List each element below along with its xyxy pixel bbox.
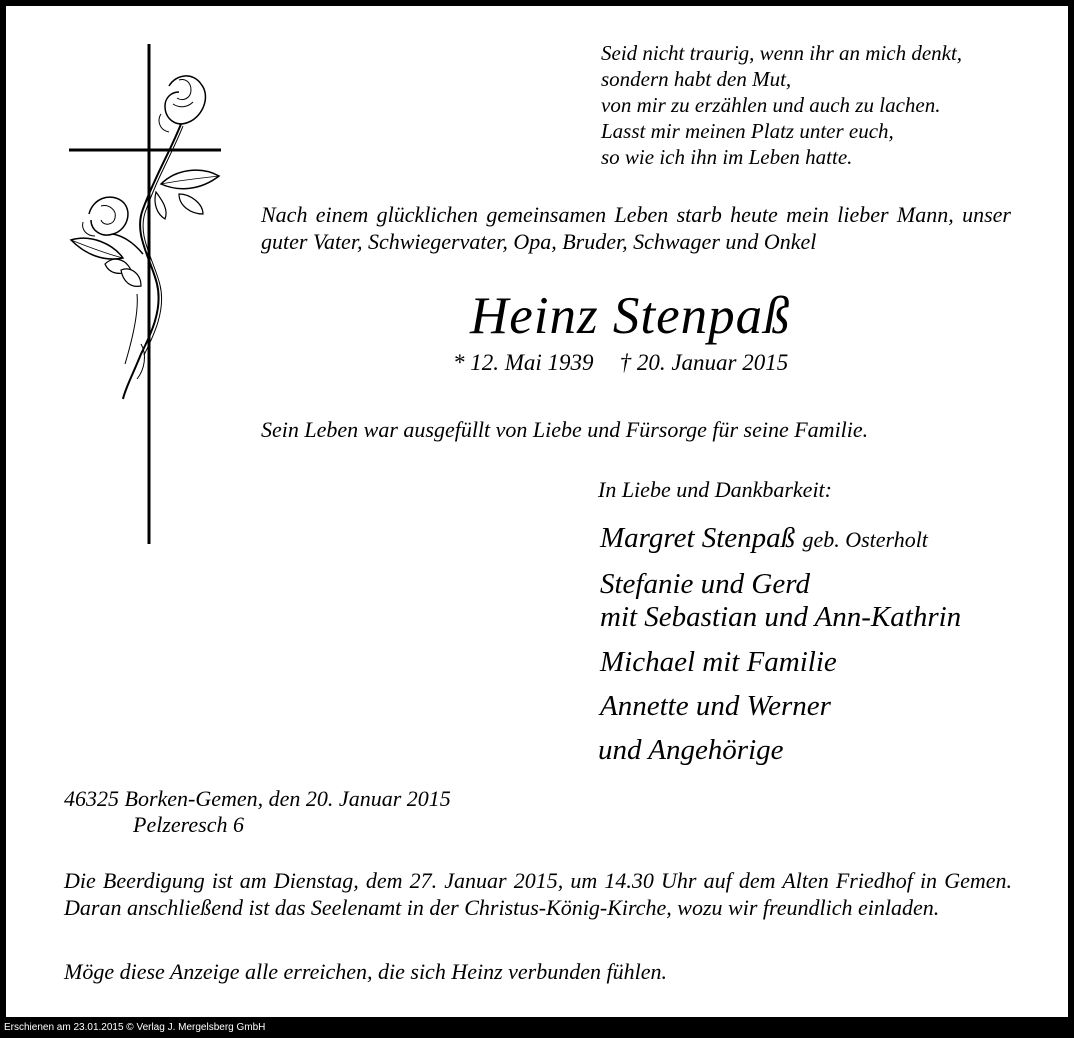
- family-children-2: Michael mit Familie: [600, 646, 837, 678]
- poem-line: sondern habt den Mut,: [601, 67, 792, 91]
- family-children-1: [600, 568, 961, 634]
- family-children-3: Annette und Werner: [600, 690, 831, 722]
- obituary-notice: [6, 6, 1068, 1017]
- poem-line: so wie ich ihn im Leben hatte.: [601, 145, 853, 169]
- poem-line: Seid nicht traurig, wenn ihr an mich denkt,: [601, 41, 963, 65]
- life-dates: [453, 350, 788, 376]
- family-wife: [600, 522, 928, 555]
- street-address: Pelzeresch 6: [133, 812, 244, 837]
- funeral-info: Die Beerdigung ist am Dienstag, dem 27. Januar 2015, um 14.30 Uhr auf dem Alten Friedhof in Gemen. Daran anschließend ist das Seelenamt in der Christus-König-Kirche, wozu wir freundlich einladen.: [64, 868, 1012, 920]
- wife-maiden-name: geb. Osterholt: [802, 527, 928, 552]
- family-relatives: und Angehörige: [598, 734, 784, 766]
- death-date: † 20. Januar 2015: [619, 350, 789, 375]
- life-text: Sein Leben war ausgefüllt von Liebe und Fürsorge für seine Familie.: [261, 417, 869, 442]
- family-line: Stefanie und Gerd: [600, 568, 810, 600]
- place-date: 46325 Borken-Gemen, den 20. Januar 2015: [64, 786, 451, 811]
- closing-text: Möge diese Anzeige alle erreichen, die sich Heinz verbunden fühlen.: [64, 959, 667, 984]
- thanks-heading: In Liebe und Dankbarkeit:: [598, 477, 832, 502]
- poem: [601, 40, 962, 170]
- poem-line: von mir zu erzählen und auch zu lachen.: [601, 93, 941, 117]
- poem-line: Lasst mir meinen Platz unter euch,: [601, 119, 894, 143]
- family-line: mit Sebastian und Ann-Kathrin: [600, 601, 962, 633]
- publication-footer: Erschienen am 23.01.2015 © Verlag J. Mergelsberg GmbH: [4, 1022, 266, 1033]
- deceased-name: Heinz Stenpaß: [470, 287, 791, 345]
- intro-text: Nach einem glücklichen gemeinsamen Leben starb heute mein lieber Mann, unser guter Vater, Schwiegervater, Opa, Bruder, Schwager und Onkel: [261, 202, 1011, 254]
- wife-name: Margret Stenpaß: [600, 522, 796, 554]
- cross-with-rose-icon: [61, 44, 231, 554]
- birth-date: * 12. Mai 1939: [453, 350, 594, 375]
